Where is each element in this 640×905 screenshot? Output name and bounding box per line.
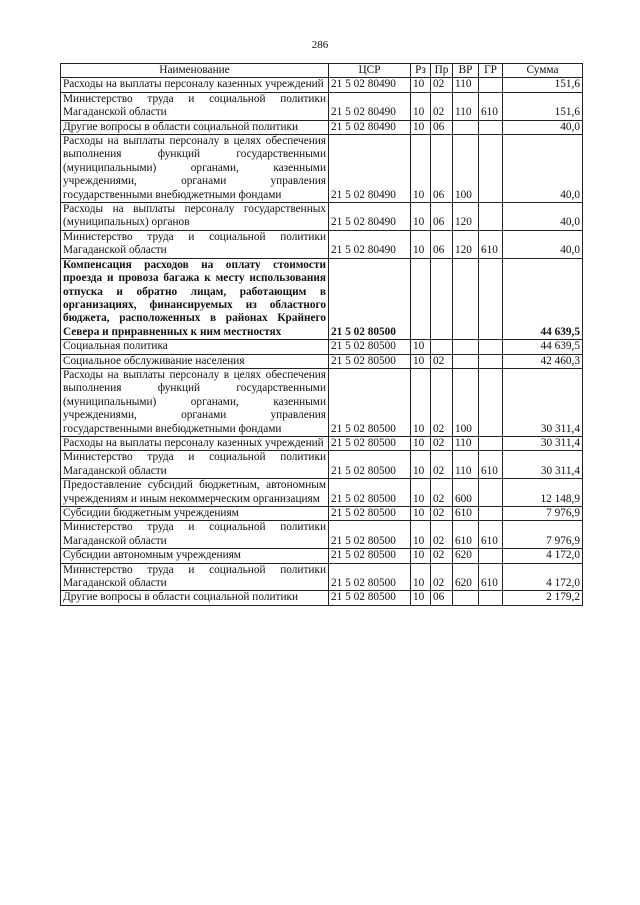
budget-table xyxy=(60,63,583,606)
row-name: Субсидии бюджетным учреждениям xyxy=(61,507,329,521)
row-name: Министерство труда и социальной политики Магаданской области xyxy=(61,92,329,120)
row-pr: 02 xyxy=(431,451,453,479)
row-sum: 30 311,4 xyxy=(503,436,583,450)
row-vr: 100 xyxy=(453,135,479,203)
row-vr: 110 xyxy=(453,436,479,450)
table-row xyxy=(61,258,583,339)
row-csr: 21 5 02 80500 xyxy=(329,368,411,436)
row-csr: 21 5 02 80500 xyxy=(329,354,411,368)
row-vr xyxy=(453,340,479,354)
row-csr: 21 5 02 80500 xyxy=(329,521,411,549)
row-rz: 10 xyxy=(411,340,431,354)
row-name: Расходы на выплаты персоналу в целях обеспечения выполнения функций государственными (муниципальными) органами, казенными учреждениями, органами управления государственными внебюджетными фондами xyxy=(61,135,329,203)
row-csr: 21 5 02 80500 xyxy=(329,451,411,479)
table-row xyxy=(61,120,583,134)
row-gr xyxy=(479,135,503,203)
row-vr: 110 xyxy=(453,78,479,92)
table-row xyxy=(61,92,583,120)
row-pr: 02 xyxy=(431,92,453,120)
header-csr: ЦСР xyxy=(329,64,411,78)
header-row xyxy=(61,64,583,78)
row-pr: 06 xyxy=(431,203,453,231)
row-gr xyxy=(479,258,503,339)
row-vr xyxy=(453,120,479,134)
row-sum: 151,6 xyxy=(503,78,583,92)
row-pr: 02 xyxy=(431,368,453,436)
row-gr xyxy=(479,591,503,605)
row-name: Расходы на выплаты персоналу казенных учреждений xyxy=(61,436,329,450)
row-gr xyxy=(479,549,503,563)
header-name: Наименование xyxy=(61,64,329,78)
row-rz: 10 xyxy=(411,368,431,436)
row-name: Расходы на выплаты персоналу в целях обеспечения выполнения функций государственными (муниципальными) органами, казенными учреждениями, органами управления государственными внебюджетными фондами xyxy=(61,368,329,436)
row-csr: 21 5 02 80490 xyxy=(329,135,411,203)
row-sum: 30 311,4 xyxy=(503,368,583,436)
table-row xyxy=(61,135,583,203)
row-gr xyxy=(479,78,503,92)
row-sum: 12 148,9 xyxy=(503,479,583,507)
row-gr xyxy=(479,368,503,436)
row-vr: 100 xyxy=(453,368,479,436)
row-vr: 110 xyxy=(453,92,479,120)
row-gr xyxy=(479,354,503,368)
row-vr: 610 xyxy=(453,507,479,521)
row-name: Социальное обслуживание населения xyxy=(61,354,329,368)
table-row xyxy=(61,451,583,479)
row-rz: 10 xyxy=(411,479,431,507)
page-number: 286 xyxy=(311,39,329,51)
row-gr: 610 xyxy=(479,92,503,120)
row-sum: 151,6 xyxy=(503,92,583,120)
row-csr: 21 5 02 80500 xyxy=(329,563,411,591)
row-gr: 610 xyxy=(479,230,503,258)
row-pr xyxy=(431,258,453,339)
row-pr: 02 xyxy=(431,354,453,368)
row-gr xyxy=(479,436,503,450)
row-gr: 610 xyxy=(479,451,503,479)
row-name: Министерство труда и социальной политики Магаданской области xyxy=(61,451,329,479)
row-sum: 30 311,4 xyxy=(503,451,583,479)
row-name: Другие вопросы в области социальной политики xyxy=(61,591,329,605)
row-pr xyxy=(431,340,453,354)
row-rz: 10 xyxy=(411,436,431,450)
row-sum: 40,0 xyxy=(503,203,583,231)
row-name: Министерство труда и социальной политики Магаданской области xyxy=(61,230,329,258)
row-name: Расходы на выплаты персоналу казенных учреждений xyxy=(61,78,329,92)
row-rz: 10 xyxy=(411,549,431,563)
table-row xyxy=(61,563,583,591)
row-sum: 4 172,0 xyxy=(503,563,583,591)
row-csr: 21 5 02 80500 xyxy=(329,436,411,450)
row-rz: 10 xyxy=(411,135,431,203)
row-gr xyxy=(479,479,503,507)
row-rz: 10 xyxy=(411,451,431,479)
row-pr: 02 xyxy=(431,479,453,507)
table-row xyxy=(61,436,583,450)
row-vr: 110 xyxy=(453,451,479,479)
row-gr: 610 xyxy=(479,563,503,591)
header-rz: Рз xyxy=(411,64,431,78)
row-pr: 02 xyxy=(431,563,453,591)
row-sum: 7 976,9 xyxy=(503,507,583,521)
row-rz: 10 xyxy=(411,521,431,549)
row-name: Компенсация расходов на оплату стоимости проезда и провоза багажа к месту использования отпуска и обратно лицам, работающим в организациях, финансируемых из областного бюджета, расположенных в районах Крайнего Севера и приравненных к ним местностях xyxy=(61,258,329,339)
row-csr: 21 5 02 80500 xyxy=(329,479,411,507)
row-csr: 21 5 02 80490 xyxy=(329,78,411,92)
row-rz: 10 xyxy=(411,354,431,368)
row-name: Социальная политика xyxy=(61,340,329,354)
row-gr: 610 xyxy=(479,521,503,549)
row-name: Министерство труда и социальной политики Магаданской области xyxy=(61,521,329,549)
row-pr: 02 xyxy=(431,549,453,563)
row-csr: 21 5 02 80500 xyxy=(329,549,411,563)
row-csr: 21 5 02 80490 xyxy=(329,203,411,231)
row-pr: 02 xyxy=(431,78,453,92)
row-sum: 44 639,5 xyxy=(503,258,583,339)
row-sum: 40,0 xyxy=(503,135,583,203)
row-gr xyxy=(479,120,503,134)
row-rz: 10 xyxy=(411,591,431,605)
table-row xyxy=(61,507,583,521)
row-sum: 44 639,5 xyxy=(503,340,583,354)
row-vr xyxy=(453,258,479,339)
row-sum: 40,0 xyxy=(503,230,583,258)
row-rz: 10 xyxy=(411,203,431,231)
row-name: Субсидии автономным учреждениям xyxy=(61,549,329,563)
row-pr: 06 xyxy=(431,120,453,134)
row-rz xyxy=(411,258,431,339)
table-row xyxy=(61,230,583,258)
row-gr xyxy=(479,507,503,521)
row-csr: 21 5 02 80500 xyxy=(329,258,411,339)
row-sum: 2 179,2 xyxy=(503,591,583,605)
header-sum: Сумма xyxy=(503,64,583,78)
row-vr: 600 xyxy=(453,479,479,507)
table-row xyxy=(61,368,583,436)
row-vr xyxy=(453,354,479,368)
header-vr: ВР xyxy=(453,64,479,78)
row-vr: 120 xyxy=(453,203,479,231)
table-row xyxy=(61,78,583,92)
header-pr: Пр xyxy=(431,64,453,78)
row-pr: 02 xyxy=(431,521,453,549)
row-vr: 610 xyxy=(453,521,479,549)
row-sum: 40,0 xyxy=(503,120,583,134)
row-name: Предоставление субсидий бюджетным, автономным учреждениям и иным некоммерческим организациям xyxy=(61,479,329,507)
row-vr: 620 xyxy=(453,563,479,591)
row-rz: 10 xyxy=(411,78,431,92)
row-pr: 06 xyxy=(431,135,453,203)
row-pr: 02 xyxy=(431,436,453,450)
row-rz: 10 xyxy=(411,92,431,120)
table-row xyxy=(61,549,583,563)
row-gr xyxy=(479,203,503,231)
row-name: Другие вопросы в области социальной политики xyxy=(61,120,329,134)
row-sum: 42 460,3 xyxy=(503,354,583,368)
row-rz: 10 xyxy=(411,563,431,591)
row-csr: 21 5 02 80500 xyxy=(329,507,411,521)
row-rz: 10 xyxy=(411,507,431,521)
table-row xyxy=(61,340,583,354)
row-pr: 02 xyxy=(431,507,453,521)
row-csr: 21 5 02 80490 xyxy=(329,230,411,258)
row-csr: 21 5 02 80500 xyxy=(329,340,411,354)
row-csr: 21 5 02 80500 xyxy=(329,591,411,605)
row-vr: 620 xyxy=(453,549,479,563)
row-csr: 21 5 02 80490 xyxy=(329,120,411,134)
row-pr: 06 xyxy=(431,591,453,605)
row-name: Расходы на выплаты персоналу государственных (муниципальных) органов xyxy=(61,203,329,231)
row-gr xyxy=(479,340,503,354)
table-row xyxy=(61,591,583,605)
row-rz: 10 xyxy=(411,230,431,258)
row-sum: 7 976,9 xyxy=(503,521,583,549)
table-row xyxy=(61,521,583,549)
table-row xyxy=(61,354,583,368)
row-rz: 10 xyxy=(411,120,431,134)
table-row xyxy=(61,479,583,507)
table-row xyxy=(61,203,583,231)
row-csr: 21 5 02 80490 xyxy=(329,92,411,120)
row-sum: 4 172,0 xyxy=(503,549,583,563)
row-pr: 06 xyxy=(431,230,453,258)
row-name: Министерство труда и социальной политики Магаданской области xyxy=(61,563,329,591)
row-vr xyxy=(453,591,479,605)
row-vr: 120 xyxy=(453,230,479,258)
header-gr: ГР xyxy=(479,64,503,78)
